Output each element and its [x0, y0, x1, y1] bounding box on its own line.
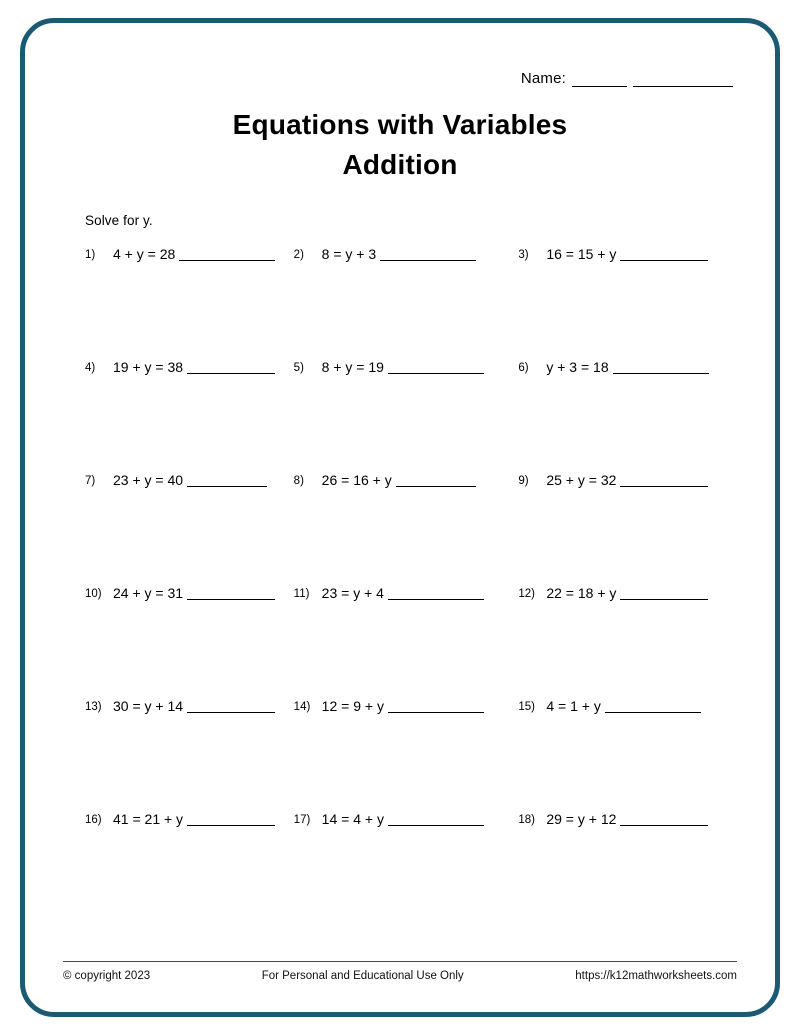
- answer-blank[interactable]: [187, 811, 275, 826]
- answer-blank[interactable]: [187, 359, 275, 374]
- problem-item-16: [63, 807, 288, 920]
- problem-item-6: [512, 355, 737, 468]
- problem-item-10: [63, 581, 288, 694]
- problem-row: [63, 355, 737, 468]
- answer-blank[interactable]: [388, 359, 484, 374]
- problem-item-15: [512, 694, 737, 807]
- problem-item-13: [63, 694, 288, 807]
- answer-blank[interactable]: [620, 472, 708, 487]
- problem-equation: 23 + y = 40: [113, 471, 184, 488]
- footer-divider: [63, 961, 737, 962]
- problem-equation: 4 = 1 + y: [546, 697, 601, 714]
- problem-row: [63, 468, 737, 581]
- answer-blank[interactable]: [187, 472, 267, 487]
- problem-equation: 22 = 18 + y: [546, 584, 617, 601]
- problem-equation: 29 = y + 12: [546, 810, 617, 827]
- answer-blank[interactable]: [380, 246, 476, 261]
- problem-number: 12): [518, 587, 535, 600]
- problem-number: 1): [85, 248, 96, 261]
- problem-number: 7): [85, 474, 96, 487]
- answer-blank[interactable]: [388, 811, 484, 826]
- problem-row: [63, 242, 737, 355]
- problem-item-3: [512, 242, 737, 355]
- footer-copyright: © copyright 2023: [63, 970, 151, 982]
- problem-number: 5): [293, 361, 304, 374]
- problem-grid: [63, 242, 737, 920]
- problem-equation: 30 = y + 14: [113, 697, 184, 714]
- problem-equation: 24 + y = 31: [113, 584, 184, 601]
- problem-number: 2): [293, 248, 304, 261]
- page-title: [63, 105, 737, 185]
- answer-blank[interactable]: [613, 359, 709, 374]
- answer-blank[interactable]: [620, 811, 708, 826]
- name-input-line-1[interactable]: [572, 72, 627, 87]
- problem-equation: 19 + y = 38: [113, 358, 184, 375]
- problem-row: [63, 807, 737, 920]
- name-label: Name:: [520, 70, 566, 87]
- problem-equation: y + 3 = 18: [546, 358, 609, 375]
- problem-number: 6): [518, 361, 529, 374]
- problem-equation: 4 + y = 28: [113, 245, 176, 262]
- problem-item-1: [63, 242, 288, 355]
- answer-blank[interactable]: [187, 585, 275, 600]
- answer-blank[interactable]: [620, 246, 708, 261]
- problem-item-18: [512, 807, 737, 920]
- problem-number: 17): [293, 813, 311, 826]
- problem-equation: 26 = 16 + y: [321, 471, 392, 488]
- problem-item-8: [288, 468, 513, 581]
- footer-website-link[interactable]: https://k12mathworksheets.com: [575, 970, 737, 982]
- problem-row: [63, 694, 737, 807]
- problem-equation: 41 = 21 + y: [113, 810, 184, 827]
- problem-number: 9): [518, 474, 529, 487]
- problem-equation: 12 = 9 + y: [321, 697, 384, 714]
- problem-number: 14): [293, 700, 311, 713]
- problem-item-5: [288, 355, 513, 468]
- problem-number: 4): [85, 361, 96, 374]
- problem-number: 10): [85, 587, 102, 600]
- name-input-line-2[interactable]: [633, 72, 733, 87]
- answer-blank[interactable]: [620, 585, 708, 600]
- answer-blank[interactable]: [187, 698, 275, 713]
- problem-item-4: [63, 355, 288, 468]
- answer-blank[interactable]: [388, 698, 484, 713]
- problem-item-14: [288, 694, 513, 807]
- answer-blank[interactable]: [605, 698, 701, 713]
- problem-number: 11): [293, 587, 310, 600]
- problem-number: 8): [293, 474, 304, 487]
- problem-item-12: [512, 581, 737, 694]
- problem-equation: 23 = y + 4: [321, 584, 384, 601]
- problem-equation: 14 = 4 + y: [321, 810, 384, 827]
- problem-item-7: [63, 468, 288, 581]
- problem-number: 18): [518, 813, 535, 826]
- answer-blank[interactable]: [388, 585, 484, 600]
- problem-number: 3): [518, 248, 529, 261]
- answer-blank[interactable]: [396, 472, 476, 487]
- footer-usage-note: For Personal and Educational Use Only: [261, 970, 464, 982]
- page-footer: [63, 961, 737, 982]
- problem-item-11: [288, 581, 513, 694]
- answer-blank[interactable]: [179, 246, 275, 261]
- name-row: [63, 53, 737, 87]
- problem-equation: 16 = 15 + y: [546, 245, 617, 262]
- problem-equation: 8 = y + 3: [321, 245, 377, 262]
- title-line-2: Addition: [342, 148, 458, 180]
- problem-equation: 8 + y = 19: [321, 358, 384, 375]
- problem-item-2: [288, 242, 513, 355]
- worksheet-border-frame: [20, 18, 780, 1017]
- instruction-text: Solve for y.: [85, 212, 153, 228]
- problem-row: [63, 581, 737, 694]
- problem-number: 16): [85, 813, 102, 826]
- problem-equation: 25 + y = 32: [546, 471, 617, 488]
- problem-number: 15): [518, 700, 535, 713]
- problem-number: 13): [85, 700, 102, 713]
- problem-item-9: [512, 468, 737, 581]
- title-line-1: Equations with Variables: [232, 109, 568, 140]
- problem-item-17: [288, 807, 513, 920]
